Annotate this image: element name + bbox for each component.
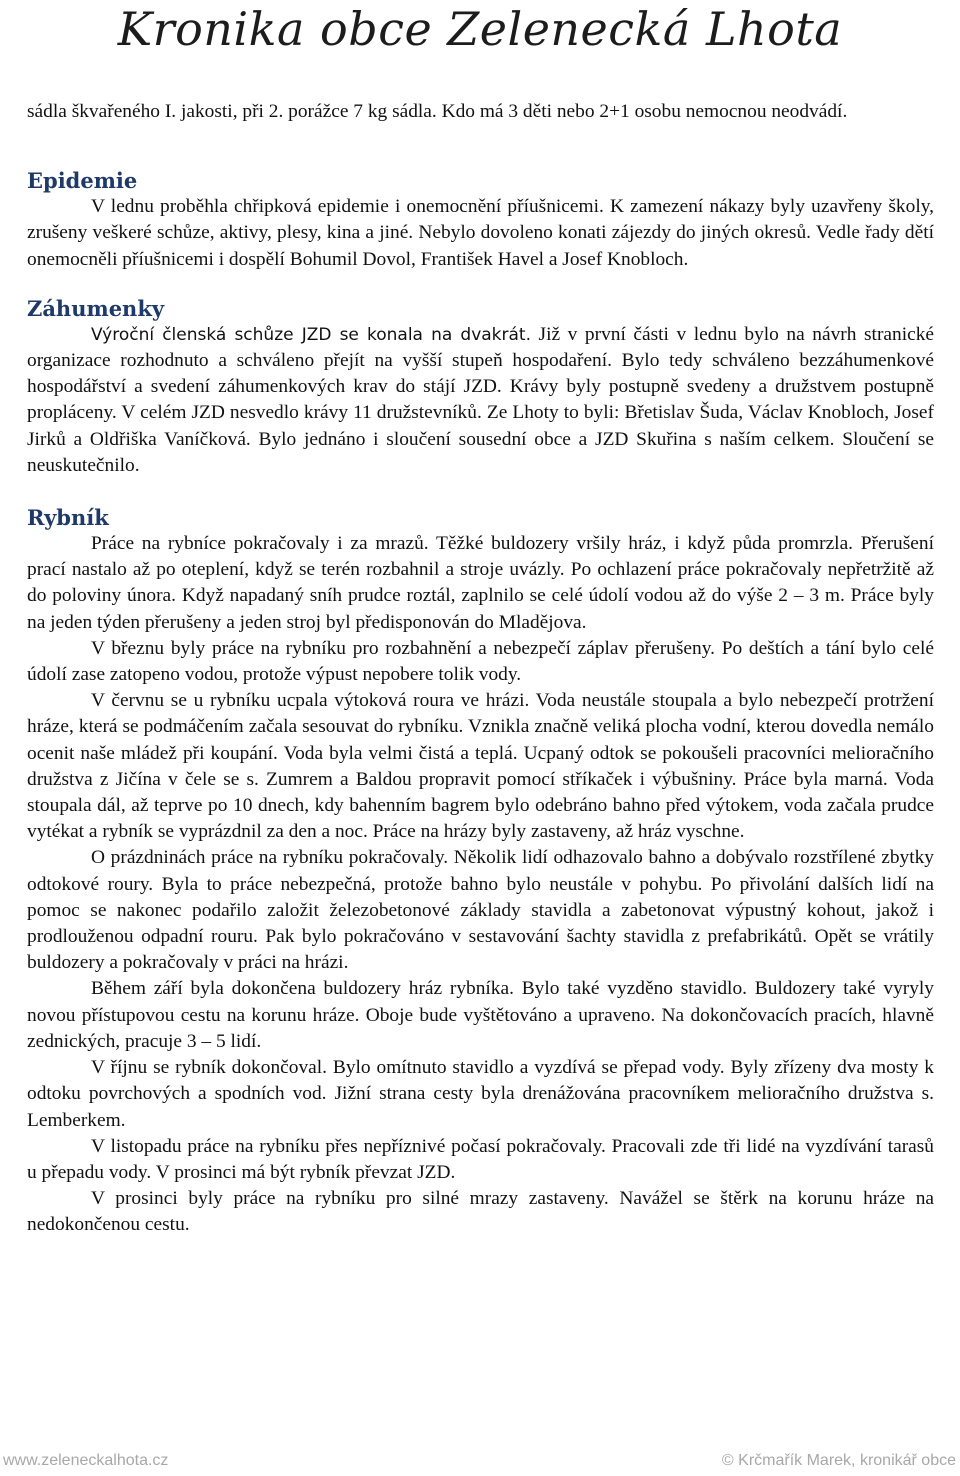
rybnik-paragraph: Během září byla dokončena buldozery hráz rybníka. Bylo také vyzděno stavidlo. Buldozery také vyryly novou přístupovou cestu na korunu hráze. Oboje bude vyštětováno a upraveno. Na dokončovacích pracích, hlavně zednických, pracuje 3 – 5 lidí. [27, 978, 934, 1052]
rybnik-paragraph: V březnu byly práce na rybníku pro rozbahnění a nebezpečí záplav přerušeny. Po deštích a tání bylo celé údolí zase zatopeno vodou, protože výpust nepobere tolik vody. [27, 637, 934, 686]
zahumenky-paragraph [27, 322, 934, 479]
zahumenky-rest: Již v první části v lednu bylo na návrh stranické organizace rozhodnuto a schváleno přejít na vyšší stupeň hospodaření. Bylo tedy schváleno bezzáhumenkové hospodářství a svedení záhumenkových krav do stájí JZD. Krávy byly postupně svedeny a družstvem postupně propláceny. V celém JZD nesvedlo krávy 11 družstevníků. Ze Lhoty to byli: Břetislav Šuda, Václav Knobloch, Josef Jirků a Oldřiška Vaníčková. Bylo jednáno i sloučení sousední obce a JZD Skuřina s naším celkem. Sloučení se neuskutečnilo. [27, 323, 934, 476]
rybnik-paragraph: V listopadu práce na rybníku přes nepříznivé počasí pokračovaly. Pracovali zde tři lidé na vyzdívání tarasů u přepadu vody. V prosinci má být rybník převzat JZD. [27, 1135, 934, 1183]
rybnik-paragraph: V červnu se u rybníku ucpala výtoková roura ve hrázi. Voda neustále stoupala a bylo nebezpečí protržení hráze, která se podmáčením začala sesouvat do rybníku. Vznikla značně veliká plocha vodní, kterou dovedla nemálo ocenit naše mládež při koupání. Voda byla velmi čistá a teplá. Ucpaný odtok se pokoušeli pracovníci melioračního družstva z Jičína v čele se s. Zumrem a Baldou propravit pomocí stříkaček i výbušniny. Práce byla marná. Voda stoupala dál, až teprve po 10 dnech, kdy bahenním bagrem bylo odebráno bahno před výtokem, voda začala prudce vytékat a rybník se vyprázdnil za den a noc. Práce na hrázy byly zastaveny, až hráz vyschne. [27, 690, 934, 843]
epidemie-paragraph: V lednu proběhla chřipková epidemie i onemocnění příušnicemi. K zamezení nákazy byly uzavřeny školy, zrušeny veškeré schůze, aktivy, plesy, kina a jiné. Nebylo dovoleno konati zájezdy do jiných okresů. Vedle řady dětí onemocněli příušnicemi i dospělí Bohumil Dovol, František Havel a Josef Knobloch. [27, 196, 934, 270]
copyright-text: © Krčmařík Marek, kronikář obce [721, 1452, 956, 1469]
page-footer [0, 1452, 960, 1476]
section-heading-epidemie: Epidemie [27, 168, 138, 194]
rybnik-paragraph: V říjnu se rybník dokončoval. Bylo omítnuto stavidlo a vyzdívá se přepad vody. Byly zřízeny dva mosty k odtoku povrchových a spodních vod. Jižní strana cesty byla drenážována pracovníkem melioračního družstva s. Lemberkem. [27, 1057, 934, 1131]
rybnik-paragraph: Práce na rybníce pokračovaly i za mrazů. Těžké buldozery vršily hráz, i když půda promrzla. Přerušení prací nastalo až po oteplení, když se terén rozbahnil a stroje uvázly. Po ochlazení práce pokračovaly nepřetržitě až do poloviny února. Když napadaný sníh prudce roztál, zaplnilo se celé údolí vodou až do výše 2 – 3 m. Práce byly na jeden týden přerušeny a jeden stroj byl předisponován do Mladějova. [27, 533, 934, 633]
section-heading-rybnik: Rybník [27, 505, 109, 531]
rybnik-paragraph: V prosinci byly práce na rybníku pro silné mrazy zastaveny. Navážel se štěrk na korunu hráze na nedokončenou cestu. [27, 1188, 934, 1236]
website-link[interactable]: www.zeleneckalhota.cz [3, 1452, 169, 1469]
rybnik-paragraph: O prázdninách práce na rybníku pokračovaly. Několik lidí odhazovalo bahno a dobývalo rozstřílené zbytky odtokové roury. Byla to práce nebezpečná, protože bahno bylo neustále v pohybu. Po přivolání dalších lidí na pomoc se nakonec podařilo založit železobetonové základy stavidla a zabetonovat výpustný kohout, jakož i prodlouženou odpadní rouru. Pak bylo pokračováno v sestavování šachty stavidla z prefabrikátů. Opět se vrátily buldozery a pokračovaly v práci na hrázi. [27, 847, 934, 974]
chronicle-title: Kronika obce Zelenecká Lhota [117, 2, 843, 56]
document-body [27, 99, 934, 1239]
zahumenky-lead: Výroční členská schůze JZD se konala na dvakrát. [91, 324, 531, 345]
intro-paragraph: sádla škvařeného I. jakosti, při 2. porážce 7 kg sádla. Kdo má 3 děti nebo 2+1 osobu nemocnou neodvádí. [27, 101, 848, 122]
section-heading-zahumenky: Záhumenky [27, 295, 165, 321]
